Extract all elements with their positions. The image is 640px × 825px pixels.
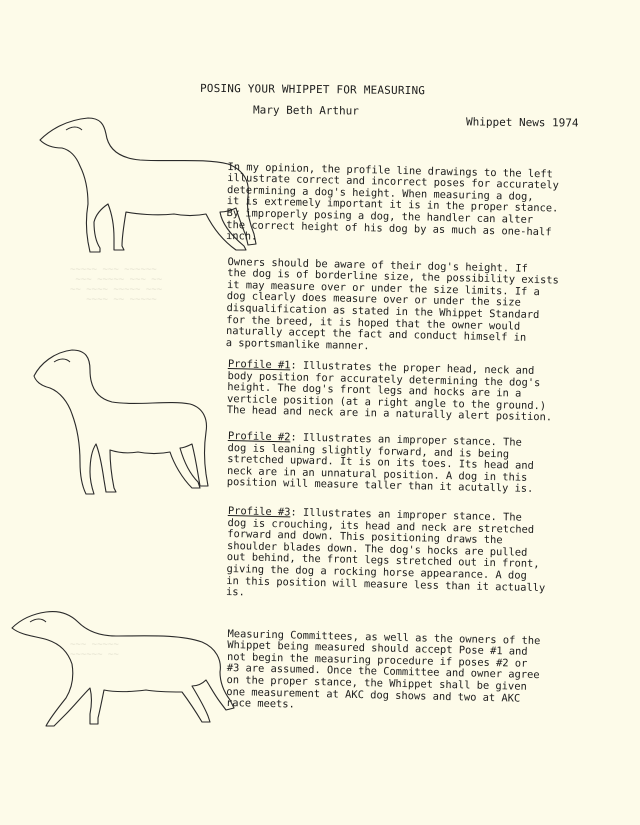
dog-outline-svg — [6, 600, 236, 730]
paragraph-owners — [226, 245, 568, 357]
paragraph-intro — [226, 150, 568, 250]
profile-1-heading: Profile #1 — [227, 358, 291, 372]
bleed-through-text: ~~~ ~~~~~ ~~~~~~ ~~ — [70, 640, 119, 660]
profile-3-heading: Profile #3 — [227, 505, 291, 519]
paragraph-text: : Illustrates the proper head, neck and body position for accurately determining the dog's height. The dog's front legs and hocks are in a verticle position (at a right angle to the ground.) The head and neck are in a naturally alert position. — [226, 359, 553, 424]
dog-outline-svg — [30, 340, 230, 500]
document-title: POSING YOUR WHIPPET FOR MEASURING — [199, 81, 426, 98]
paragraph-profile-3 — [226, 506, 568, 606]
profile-3-dog-drawing — [6, 600, 236, 730]
paragraph-committees — [226, 617, 568, 717]
paragraph-text: In my opinion, the profile line drawings to the left illustrate correct and incorrect poses for accurately determining a dog's height. When measuring a dog, it is extremely important it is in the proper stance. By improperly posing a dog, the handler can alter the correct height of his dog by as much as one-half inch. — [225, 160, 559, 243]
paragraph-profile-1 — [227, 359, 568, 425]
paragraph-text: : Illustrates an improper stance. The dog is leaning slightly forward, and is being stretched upward. It is on its toes. Its head and neck are in an unnatural position. A dog in this position will measure taller than it acutally is. — [226, 431, 534, 496]
bleed-through-text: ~~~~~ ~~~ ~~~~~~ ~~~ ~~~~~ ~~~ ~~ ~~ ~~~~ ~~~~~ ~~~ ~~~~ ~~ ~~~~~ — [70, 265, 163, 305]
document-author: Mary Beth Arthur — [252, 103, 360, 118]
paragraph-text: : Illustrates an improper stance. The dog is crouching, its head and neck are stretched forward and down. This positioning draws the shoulder blades down. The dog's hocks are pulled out behind, the front legs stretched out in front, giving the dog a rocking horse appearance. A dog in this position will measure less than it actually is. — [225, 506, 546, 599]
paragraph-profile-2 — [227, 431, 568, 497]
document-source: Whippet News 1974 — [465, 115, 579, 130]
profile-2-heading: Profile #2 — [227, 430, 291, 444]
profile-2-dog-drawing — [30, 340, 230, 500]
paragraph-text: Measuring Committees, as well as the owners of the Whippet being measured should accept Pose #1 and not begin the measuring procedure if poses #2 or #3 are assumed. Once the Committee and owner agree on the proper stance, the Whippet shall be given one measurement at AKC dog shows and two at AKC race meets. — [225, 627, 541, 711]
paragraph-text: Owners should be aware of their dog's height. If the dog is of borderline size, the possibility exists it may measure over or under the size limits. If a dog clearly does measure over or under the size disqualification as stated in the Whippet Standard for the breed, it is hoped that the owner would naturally accept the fact and conduct himself in a sportsmanlike manner. — [225, 255, 559, 352]
